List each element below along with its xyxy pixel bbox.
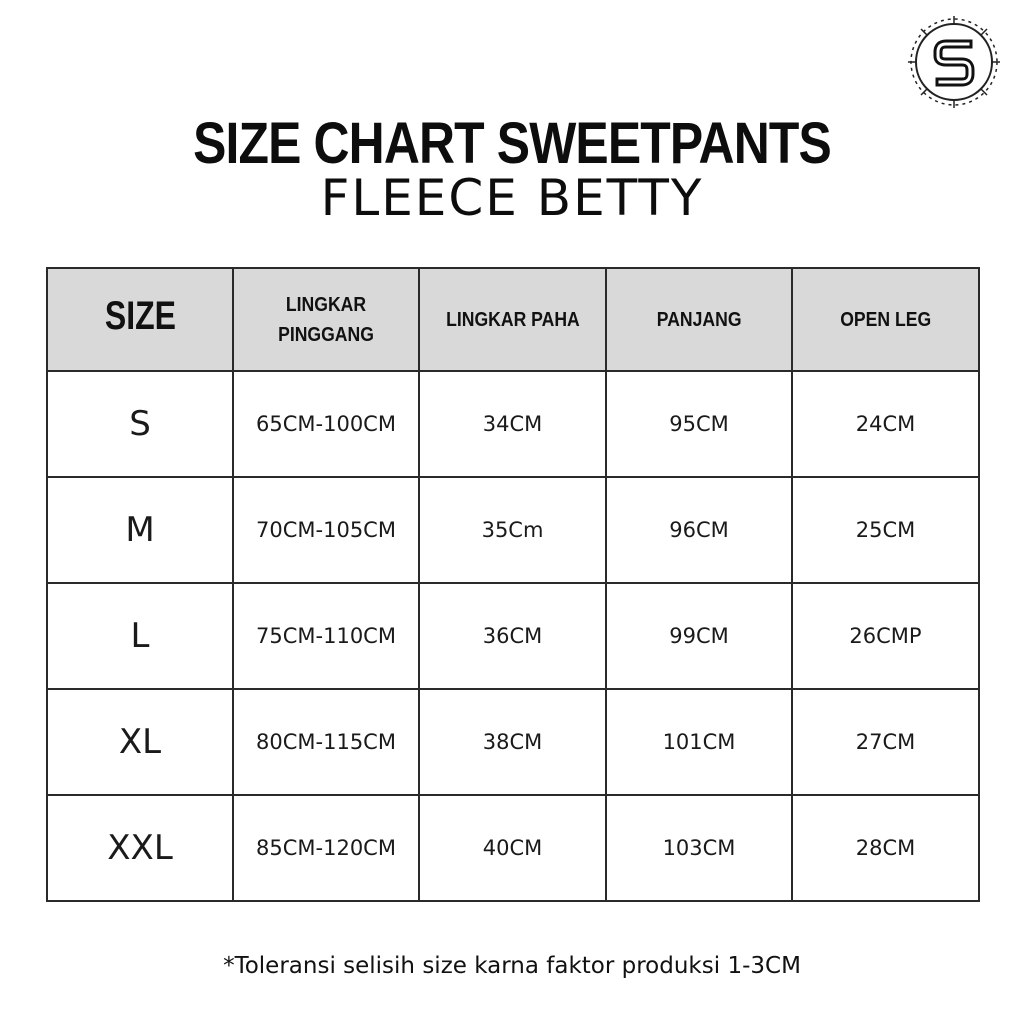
open-leg-cell: 27CM — [792, 689, 979, 795]
table-row — [47, 795, 979, 901]
lingkar-paha-cell: 40CM — [419, 795, 606, 901]
header-open-leg: OPEN LEG — [792, 268, 979, 371]
lingkar-pinggang-cell: 85CM-120CM — [233, 795, 419, 901]
lingkar-paha-cell: 34CM — [419, 371, 606, 477]
header-panjang: PANJANG — [606, 268, 792, 371]
lingkar-paha-cell: 35Cm — [419, 477, 606, 583]
size-cell: L — [47, 583, 233, 689]
lingkar-paha-cell: 36CM — [419, 583, 606, 689]
size-cell: S — [47, 371, 233, 477]
table-row — [47, 371, 979, 477]
size-chart-table — [46, 267, 980, 902]
table-row — [47, 583, 979, 689]
lingkar-pinggang-cell: 75CM-110CM — [233, 583, 419, 689]
panjang-cell: 101CM — [606, 689, 792, 795]
open-leg-cell: 28CM — [792, 795, 979, 901]
table-row — [47, 689, 979, 795]
panjang-cell: 103CM — [606, 795, 792, 901]
open-leg-cell: 24CM — [792, 371, 979, 477]
table-header-row — [47, 268, 979, 371]
lingkar-paha-cell: 38CM — [419, 689, 606, 795]
open-leg-cell: 25CM — [792, 477, 979, 583]
panjang-cell: 99CM — [606, 583, 792, 689]
header-lingkar-pinggang: LINGKAR PINGGANG — [233, 268, 419, 371]
tolerance-footnote: *Toleransi selisih size karna faktor produksi 1-3CM — [223, 953, 801, 979]
lingkar-pinggang-cell: 65CM-100CM — [233, 371, 419, 477]
table-row — [47, 477, 979, 583]
lingkar-pinggang-cell: 80CM-115CM — [233, 689, 419, 795]
lingkar-pinggang-cell: 70CM-105CM — [233, 477, 419, 583]
page-title: SIZE CHART SWEETPANTS — [193, 111, 831, 176]
open-leg-cell: 26CMP — [792, 583, 979, 689]
brand-logo-icon — [906, 14, 1002, 110]
panjang-cell: 96CM — [606, 477, 792, 583]
page-subtitle: FLEECE BETTY — [320, 169, 704, 227]
size-cell: M — [47, 477, 233, 583]
size-cell: XXL — [47, 795, 233, 901]
header-size: SIZE — [47, 268, 233, 371]
header-lingkar-paha: LINGKAR PAHA — [419, 268, 606, 371]
size-cell: XL — [47, 689, 233, 795]
panjang-cell: 95CM — [606, 371, 792, 477]
